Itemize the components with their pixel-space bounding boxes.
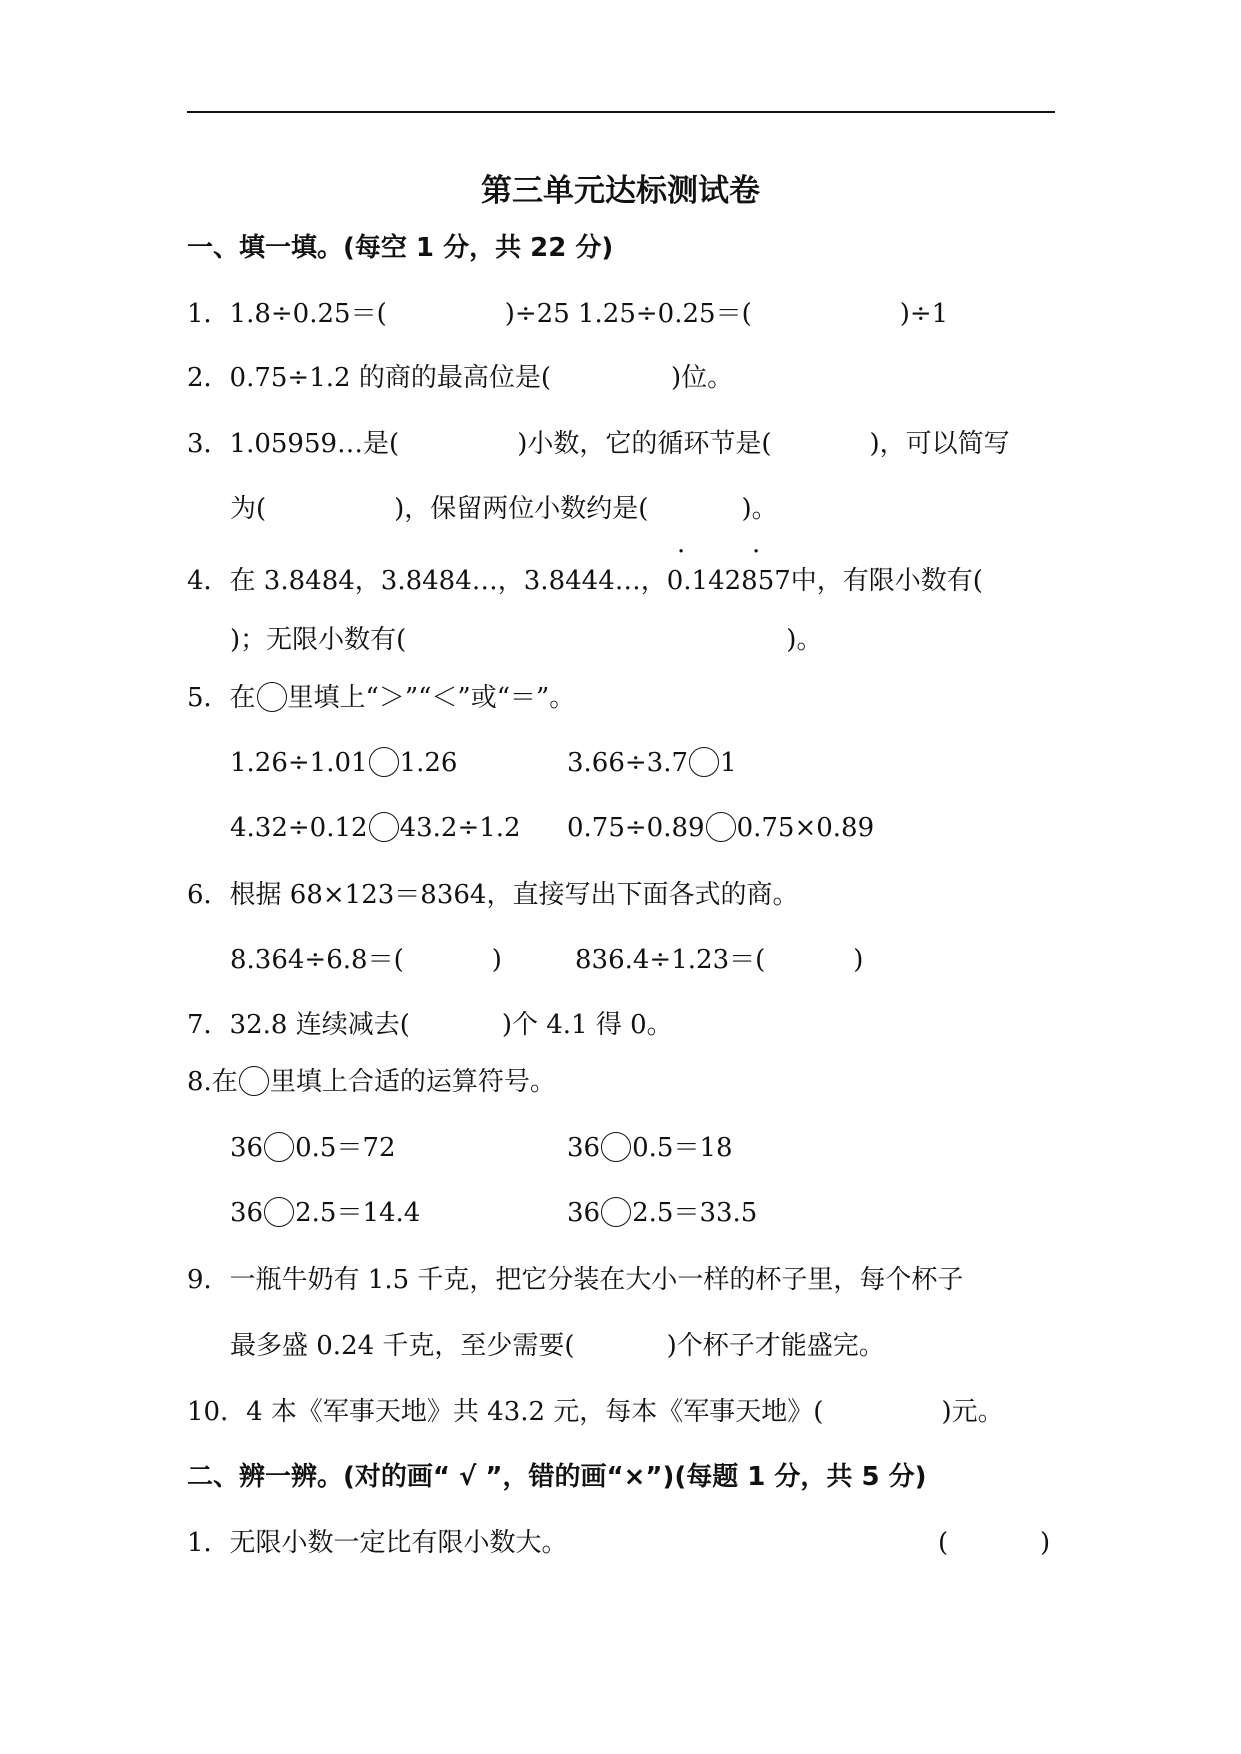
q8-prompt-a: 8.在 [187, 1067, 238, 1097]
q5-item-2-right: 1 [720, 748, 737, 778]
q8-item-2 [567, 1130, 733, 1166]
question-5-prompt [187, 680, 575, 716]
q5-item-2-left: 3.66÷3.7 [567, 748, 689, 778]
q3-part-a: 3．1.05959…是( [187, 429, 400, 459]
q3-part-e: )，保留两位小数约是( [394, 494, 649, 524]
compare-circle-input[interactable] [369, 747, 399, 777]
q5-item-1-right: 1.26 [399, 748, 458, 778]
q10-part-b: )元。 [941, 1397, 1004, 1427]
compare-circle-input[interactable] [706, 812, 736, 842]
question-3-line-1 [187, 426, 1010, 462]
q5-item-3 [230, 810, 521, 846]
q2-part-a: 2．0.75÷1.2 的商的最高位是( [187, 363, 551, 393]
page-title: 第三单元达标测试卷 [481, 173, 760, 209]
q4-part-c: )。 [786, 625, 823, 655]
q8-item-1-right: 0.5＝72 [295, 1133, 396, 1163]
q3-part-c: )，可以简写 [869, 429, 1010, 459]
q1-part-a: 1．1.8÷0.25＝( [187, 299, 387, 329]
section-2-heading: 二、辨一辨。(对的画“ √ ”，错的画“×”)(每题 1 分，共 5 分) [187, 1462, 927, 1492]
q8-item-4 [567, 1195, 757, 1231]
question-9-line-2 [230, 1328, 885, 1364]
compare-circle-input[interactable] [689, 747, 719, 777]
q8-item-4-left: 36 [567, 1198, 601, 1228]
q8-item-3 [230, 1195, 420, 1231]
q5-item-3-left: 4.32÷0.12 [230, 813, 368, 843]
q5-item-4-right: 0.75×0.89 [736, 813, 875, 843]
q10-part-a: 10．4 本《军事天地》共 43.2 元，每本《军事天地》( [187, 1397, 824, 1427]
q3-part-f: )。 [741, 494, 778, 524]
q5-item-2 [567, 745, 737, 781]
question-9-line-1: 9．一瓶牛奶有 1.5 千克，把它分装在大小一样的杯子里，每个杯子 [187, 1265, 964, 1295]
operator-circle-input[interactable] [601, 1132, 631, 1162]
q8-prompt-b: 里填上合适的运算符号。 [269, 1067, 556, 1097]
question-2 [187, 360, 733, 396]
question-4-line-1 [187, 563, 983, 599]
q6-item-2 [575, 942, 863, 978]
q6-item-2-close: ) [853, 945, 864, 975]
question-10 [187, 1394, 1004, 1430]
top-rule [187, 111, 1055, 113]
q8-item-2-right: 0.5＝18 [632, 1133, 733, 1163]
section-1-heading: 一、填一填。(每空 1 分，共 22 分) [187, 233, 614, 263]
q8-item-2-left: 36 [567, 1133, 601, 1163]
operator-circle-input[interactable] [264, 1132, 294, 1162]
repeating-dot-1: · [677, 537, 686, 567]
q3-part-b: )小数，它的循环节是( [517, 429, 772, 459]
operator-circle-input[interactable] [601, 1197, 631, 1227]
repeating-dot-2: · [752, 537, 761, 567]
q8-item-1-left: 36 [230, 1133, 264, 1163]
question-6-prompt: 6．根据 68×123＝8364，直接写出下面各式的商。 [187, 880, 799, 910]
q2-part-b: )位。 [670, 363, 734, 393]
judge-1-close-paren: ) [1040, 1528, 1051, 1558]
question-8-prompt [187, 1064, 556, 1100]
q7-part-b: )个 4.1 得 0。 [501, 1010, 673, 1040]
operator-circle-input[interactable] [264, 1197, 294, 1227]
q4-part-b: )；无限小数有( [230, 625, 407, 655]
q6-item-2-text: 836.4÷1.23＝( [575, 945, 766, 975]
q9-part-a: 最多盛 0.24 千克，至少需要( [230, 1331, 575, 1361]
circle-icon [257, 682, 287, 712]
judge-1-open-paren: ( [938, 1528, 949, 1558]
q1-part-b: )÷25 1.25÷0.25＝( [504, 299, 752, 329]
q4-part-a: 4．在 3.8484，3.8484…，3.8444…，0.142857中，有限小数有( [187, 566, 983, 596]
q9-part-b: )个杯子才能盛完。 [666, 1331, 885, 1361]
q8-item-4-right: 2.5＝33.5 [632, 1198, 758, 1228]
q3-part-d: 为( [230, 494, 267, 524]
q6-item-1-close: ) [491, 945, 502, 975]
q5-item-4 [567, 810, 874, 846]
q5-item-1 [230, 745, 457, 781]
q6-item-1 [230, 942, 502, 978]
question-7 [187, 1007, 673, 1043]
q5-prompt-b: 里填上“＞”“＜”或“＝”。 [287, 683, 576, 713]
question-4-line-2 [230, 622, 822, 658]
q8-item-3-right: 2.5＝14.4 [295, 1198, 421, 1228]
q5-prompt-a: 5．在 [187, 683, 256, 713]
q8-item-1 [230, 1130, 396, 1166]
q5-item-4-left: 0.75÷0.89 [567, 813, 705, 843]
judge-question-1: 1．无限小数一定比有限小数大。 [187, 1528, 568, 1558]
question-1 [187, 296, 948, 332]
q7-part-a: 7．32.8 连续减去( [187, 1010, 410, 1040]
circle-icon [239, 1066, 269, 1096]
q5-item-3-right: 43.2÷1.2 [399, 813, 521, 843]
compare-circle-input[interactable] [369, 812, 399, 842]
q1-part-c: )÷1 [899, 299, 949, 329]
judge-1-answer-blank[interactable] [952, 1525, 1036, 1561]
q8-item-3-left: 36 [230, 1198, 264, 1228]
q6-item-1-text: 8.364÷6.8＝( [230, 945, 404, 975]
question-3-line-2 [230, 491, 778, 527]
q5-item-1-left: 1.26÷1.01 [230, 748, 368, 778]
